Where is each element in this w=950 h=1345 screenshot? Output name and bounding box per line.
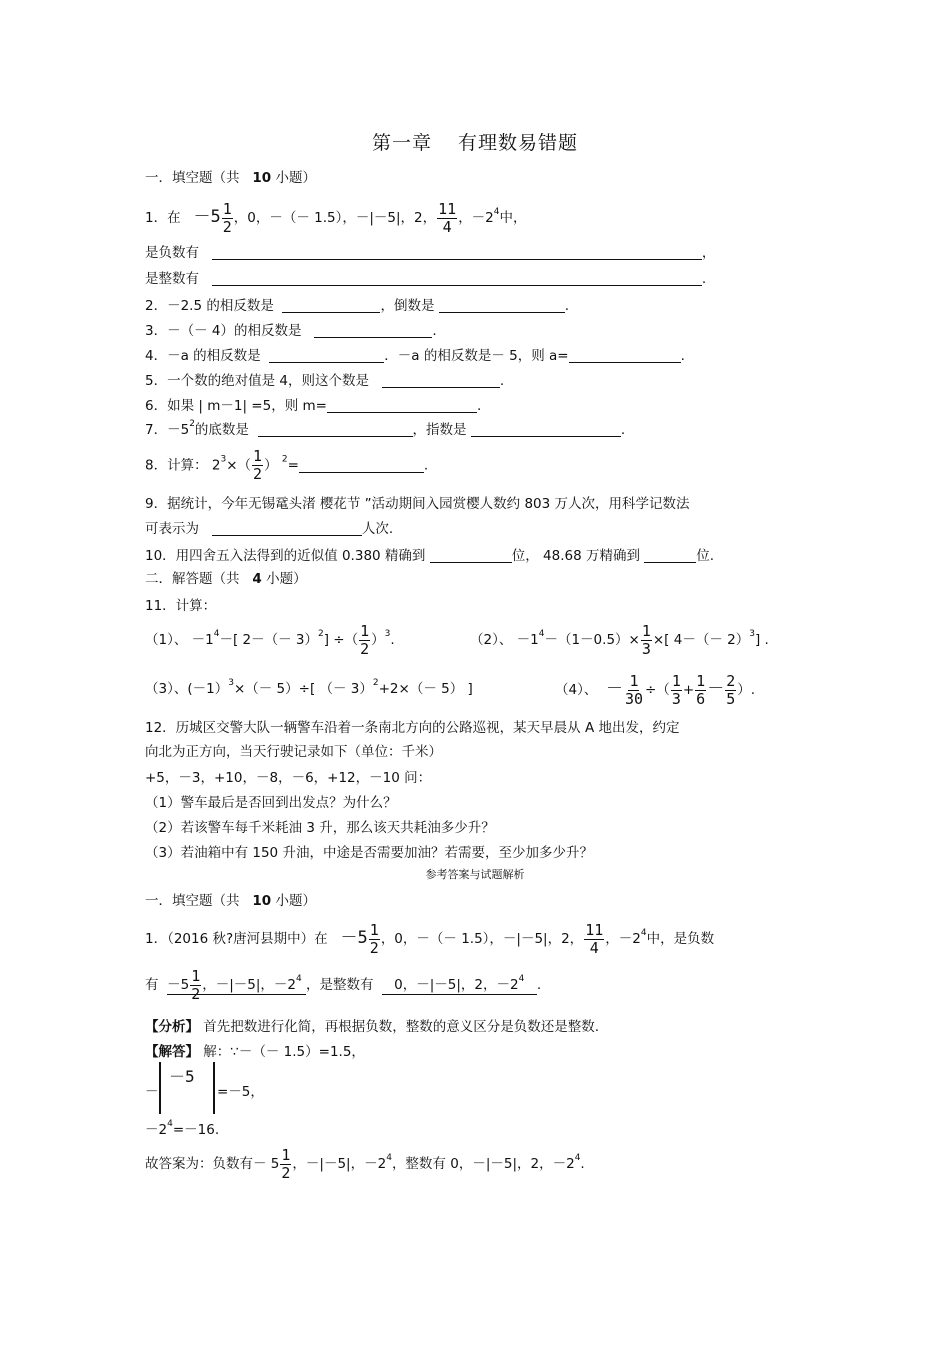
question-12-sub-2: （2）若该警车每千米耗油 3 升，那么该天共耗油多少升？: [145, 820, 495, 836]
question-12-sub-3: （3）若油箱中有 150 升油，中途是否需要加油？若需要，至少加多少升？: [145, 845, 593, 861]
fraction: $\frac{1}{6}$: [696, 671, 706, 708]
question-9-line-2: 可表示为 人次.: [145, 521, 394, 537]
fraction: $\frac{1}{2}$: [360, 621, 370, 658]
answer-blank[interactable]: [382, 373, 500, 388]
question-11-part-3: （3）、(－1）$^3$×（－ 5）÷[ （－ 3）$^2$+2×（－ 5） ]: [145, 678, 473, 697]
answer-integers-filled: 0，－|－5|，2，$-2^4$: [382, 977, 537, 995]
answer-1-final: 故答案为：负数有－ 5 $\frac{1}{2}$ ，－|－5|，$-2^4$，整数有 0，－|－5|，2，$-2^4$.: [145, 1145, 585, 1182]
question-11-head: 11．计算：: [145, 598, 217, 614]
answer-blank[interactable]: [269, 348, 384, 363]
question-12-line-1: 12．历城区交警大队一辆警车沿着一条南北方向的公路巡视，某天早晨从 A 地出发，约定: [145, 720, 680, 736]
answer-blank[interactable]: [327, 398, 477, 413]
question-11-part-4: （4）、 － $\frac{1}{30}$ ÷（ $\frac{1}{3}$ + $\frac{1}{6}$ － $\frac{2}{5}$ ）.: [555, 671, 756, 708]
fraction: $\frac{1}{2}$: [253, 447, 263, 483]
answer-1-line-1: 1．（2016 秋?唐河县期中）在 －5 $\frac{1}{2}$ ，0，－（－ 1.5），－|－5|，2， $\frac{11}{4}$ ，$-2^4$中，是负数: [145, 920, 715, 957]
answer-blank[interactable]: [569, 348, 681, 363]
answer-blank[interactable]: [258, 422, 413, 437]
fraction: $\frac{1}{2}$: [369, 920, 379, 957]
section-solve-header: 二．解答题（共 4 小题）: [145, 571, 307, 587]
question-6: 6．如果 | m－1| =5，则 m= .: [145, 398, 482, 414]
answer-blank[interactable]: [282, 298, 380, 313]
answer-blank[interactable]: [299, 458, 424, 473]
question-10: 10．用四舍五入法得到的近似值 0.380 精确到 位， 48.68 万精确到 位.: [145, 548, 715, 564]
absolute-bar-left: [159, 1062, 161, 1114]
absolute-bar-right: [213, 1062, 215, 1114]
question-1-negative-line: 是负数有 ，: [145, 245, 716, 261]
fraction: $\frac{1}{3}$: [671, 671, 681, 708]
question-2: 2．－2.5 的相反数是 ，倒数是 .: [145, 298, 570, 314]
question-8: 8．计算： $2^3\times$（ $\frac{1}{2}$ ） $^2$= .: [145, 447, 429, 483]
answer-blank[interactable]: [439, 298, 565, 313]
question-11-part-1: （1）、 $-1^4-$[ $2-(- 3)^2$] ÷（ $\frac{1}{2}$ ）$^3$.: [145, 621, 395, 658]
answer-blank[interactable]: [314, 323, 432, 338]
answer-1-analysis: 【分析】 首先把数进行化简，再根据负数，整数的意义区分是负数还是整数.: [145, 1019, 600, 1035]
answer-blank[interactable]: [212, 521, 362, 536]
page-title: [0, 128, 950, 155]
question-11-part-2: （2）、 $-1^4-(1-0.5)\times$ $\frac{1}{3}$ ×[ $4-(- 2)^3$] .: [470, 621, 769, 658]
question-3: 3．－（－ 4）的相反数是 .: [145, 323, 437, 339]
fraction: $\frac{2}{5}$: [726, 671, 736, 708]
title-topic: 有理数易错题: [458, 132, 579, 154]
answer-blank[interactable]: [212, 271, 702, 286]
section-fill-blank-header: 一．填空题（共 10 小题）: [145, 170, 316, 186]
fraction: $\frac{1}{2}$: [281, 1145, 291, 1182]
answer-blank[interactable]: [212, 245, 702, 260]
answer-blank[interactable]: [430, 548, 512, 563]
question-12-line-3: +5，－3，+10，－8，－6，+12，－10 问：: [145, 770, 432, 786]
answers-title: 参考答案与试题解析: [425, 868, 525, 881]
fraction: $\frac{1}{2}$: [222, 199, 232, 236]
answer-blank[interactable]: [644, 548, 696, 563]
question-12-sub-1: （1）警车最后是否回到出发点？为什么？: [145, 795, 397, 811]
question-1-integer-line: 是整数有 .: [145, 271, 707, 287]
fraction: $\frac{11}{4}$: [438, 199, 457, 236]
fraction: $\frac{1}{30}$: [624, 671, 643, 708]
answer-1-solution: 【解答】 解：∵－（－ 1.5）=1.5，: [145, 1044, 365, 1060]
question-12-line-2: 向北为正方向，当天行驶记录如下（单位：千米）: [145, 744, 442, 760]
answer-1-power: $-2^4=-16$.: [145, 1119, 220, 1138]
answers-section-header: 一．填空题（共 10 小题）: [145, 893, 316, 909]
question-9-line-1: 9．据统计，今年无锡鼋头渚 樱花节 ”活动期间入园赏樱人数约 803 万人次，用科学记数法: [145, 496, 690, 512]
answer-blank[interactable]: [471, 422, 621, 437]
question-5: 5．一个数的绝对值是 4，则这个数是 .: [145, 373, 505, 389]
title-chapter: 第一章: [371, 132, 432, 154]
absolute-value-expression: － －5 =－5，: [145, 1062, 285, 1114]
question-7: 7．$-5^2$的底数是 ，指数是 .: [145, 419, 626, 438]
question-1: 1．在 －5 $\frac{1}{2}$ ，0，－（－ 1.5），－|－5|，2， $\frac{11}{4}$ ，$-2^4$中，: [145, 199, 527, 236]
question-4: 4．－a 的相反数是 ．－a 的相反数是－ 5，则 a= .: [145, 348, 685, 364]
fraction: $\frac{11}{4}$: [585, 920, 604, 957]
answer-1-line-2: 有 －5 $\frac{1}{2}$ ，－|－5|，$-2^4$ ，是整数有 0，－|－5|，2，$-2^4$ .: [145, 966, 542, 1003]
fraction: $\frac{1}{3}$: [641, 621, 651, 658]
fraction: $\frac{1}{2}$: [191, 966, 201, 1003]
answer-negatives-filled: －5 $\frac{1}{2}$ ，－|－5|，$-2^4$: [167, 977, 306, 995]
